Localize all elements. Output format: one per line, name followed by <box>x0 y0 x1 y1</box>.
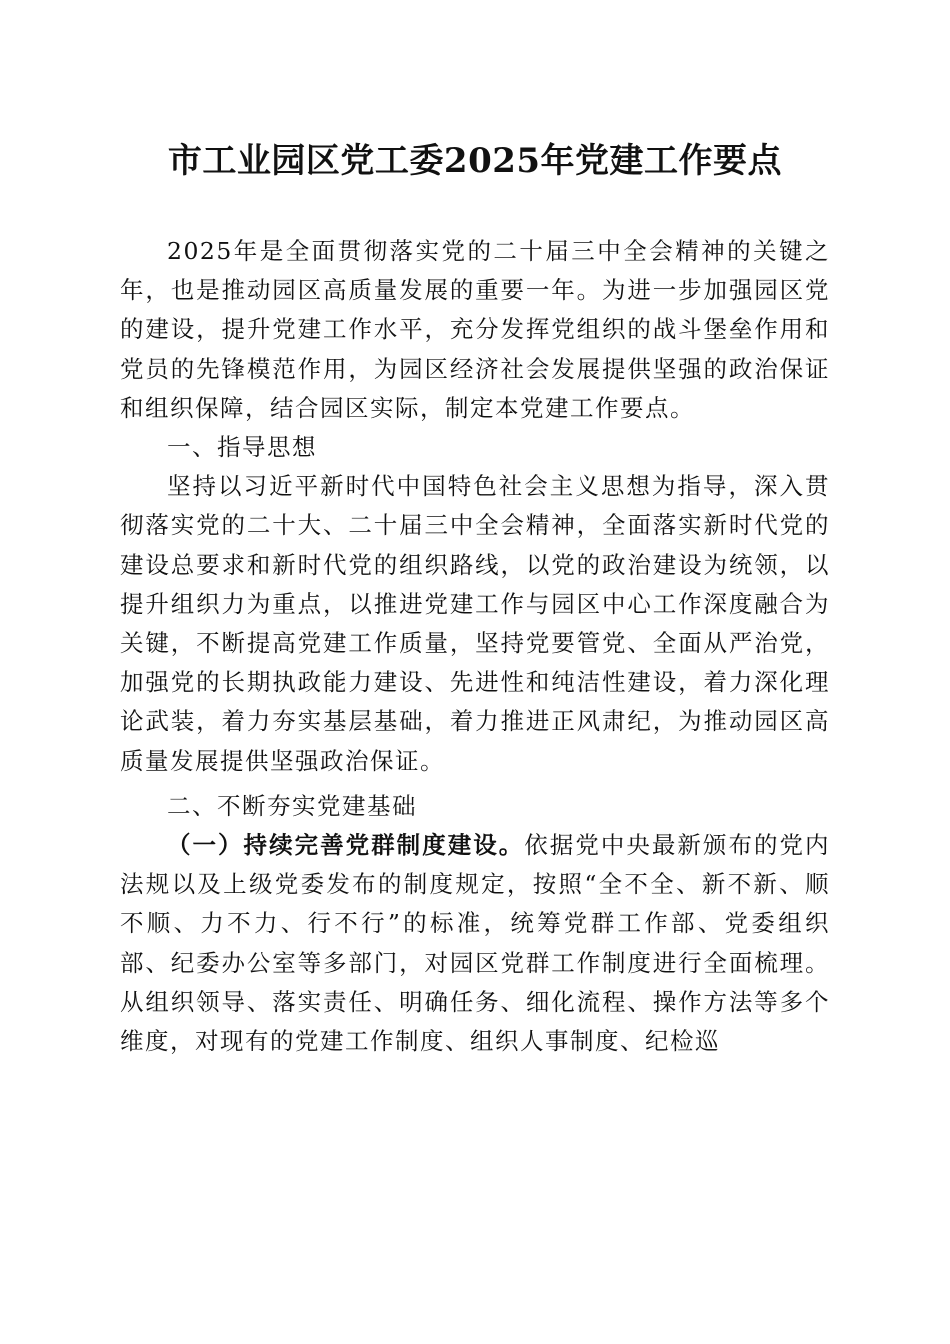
document-body <box>120 232 830 1061</box>
intro-paragraph: 2025年是全面贯彻落实党的二十届三中全会精神的关键之年，也是推动园区高质量发展的重要一年。为进一步加强园区党的建设，提升党建工作水平，充分发挥党组织的战斗堡垒作用和党员的先锋模范作用，为园区经济社会发展提供坚强的政治保证和组织保障，结合园区实际，制定本党建工作要点。 <box>120 237 830 422</box>
section-heading-guiding-thought: 一、指导思想 <box>167 433 317 462</box>
guiding-thought-paragraph: 坚持以习近平新时代中国特色社会主义思想为指导，深入贯彻落实党的二十大、二十届三中全会精神，全面落实新时代党的建设总要求和新时代党的组织路线，以党的政治建设为统领，以提升组织力为重点，以推进党建工作与园区中心工作深度融合为关键，不断提高党建工作质量，坚持党要管党、全面从严治党，加强党的长期执政能力建设、先进性和纯洁性建设，着力深化理论武装，着力夯实基层基础，着力推进正风肃纪，为推动园区高质量发展提供坚强政治保证。 <box>120 472 830 775</box>
section-heading-party-foundation: 二、不断夯实党建基础 <box>167 791 417 820</box>
document-title: 市工业园区党工委2025年党建工作要点 <box>167 141 783 181</box>
subsection-lead: （一）持续完善党群制度建设。 <box>167 831 525 860</box>
subsection-text: 依据党中央最新颁布的党内法规以及上级党委发布的制度规定，按照“全不全、新不新、顺不顺、力不力、行不行”的标准，统筹党群工作部、党委组织部、纪委办公室等多部门，对园区党群工作制度进行全面梳理。从组织领导、落实责任、明确任务、细化流程、操作方法等多个维度，对现有的党建工作制度、组织人事制度、纪检巡 <box>120 831 831 1056</box>
subsection-party-system <box>120 826 830 1061</box>
